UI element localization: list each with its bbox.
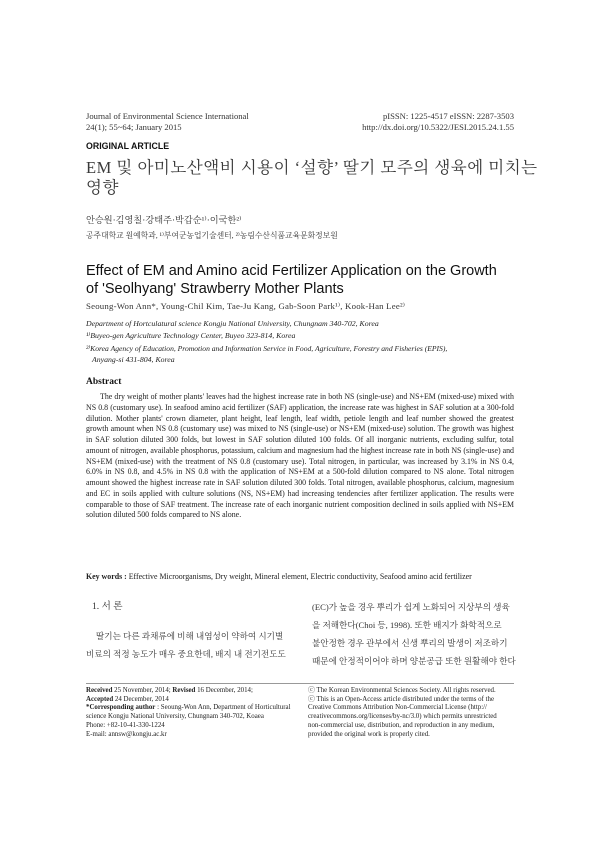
license-line-5: provided the original work is properly cited.	[308, 730, 430, 738]
phone: Phone: +82-10-41-330-1224	[86, 721, 165, 729]
email[interactable]: E-mail: annsw@kongju.ac.kr	[86, 730, 167, 738]
intro-right-line4: 때문에 안정적이어야 하며 양분공급 또한 원활해야 한다	[312, 656, 516, 666]
abstract-heading: Abstract	[86, 377, 122, 387]
korean-title-line1: EM 및 아미노산액비 시용이 ‘설향’ 딸기 모주의 생육에 미치는	[86, 158, 538, 177]
article-type: ORIGINAL ARTICLE	[86, 141, 170, 151]
affiliation-1: Department of Hortculatural science Kongju National University, Chungnam 340-702, Korea	[86, 319, 379, 328]
corresponding-address: science Kongju National University, Chungnam 340-702, Koaea	[86, 713, 264, 721]
issn: pISSN: 1225-4517 eISSN: 2287-3503	[382, 111, 514, 121]
keywords-label: Key words :	[86, 572, 127, 581]
journal-issue: 24(1); 55~64; January 2015	[86, 122, 182, 132]
intro-right-line1: (EC)가 높을 경우 뿌리가 쉽게 노화되어 지상부의 생육	[312, 602, 510, 612]
english-title-line2: of 'Seolhyang' Strawberry Mother Plants	[86, 281, 344, 297]
english-authors: Seoung-Won Ann*, Young-Chil Kim, Tae-Ju Kang, Gab-Soon Park¹⁾, Kook-Han Lee²⁾	[86, 301, 406, 311]
license-line-1: ⓒ This is an Open-Access article distributed under the terms of the	[308, 695, 495, 703]
korean-title-line2: 영향	[86, 178, 119, 197]
copyright-line: ⓒ The Korean Environmental Sciences Society. All rights reserved.	[308, 687, 496, 694]
intro-right-line3: 불안정한 경우 관부에서 신생 뿌리의 발생이 저조하기	[312, 638, 508, 648]
intro-left-line2: 비료의 적정 농도가 매우 중요한데, 배지 내 전기전도도	[86, 649, 286, 659]
footer-right-block	[308, 687, 514, 739]
license-link[interactable]: creativecommons.org/licenses/by-nc/3.0) which permits unrestricted	[308, 713, 497, 721]
section-heading-intro: 1. 서 론	[92, 601, 123, 612]
license-line-2: Creative Commons Attribution Non-Commercial License (http://	[308, 704, 487, 712]
accepted-line: Accepted 24 December, 2014	[86, 695, 169, 703]
doi-link[interactable]: http://dx.doi.org/10.5322/JESI.2015.24.1.55	[362, 122, 514, 132]
corresponding-line: *Corresponding author : Seoung-Won Ann, Department of Horticultural	[86, 704, 291, 712]
affiliation-2: ¹⁾Buyeo-gen Agriculture Technology Center, Buyeo 323-814, Korea	[86, 331, 296, 340]
keywords-text: Effective Microorganisms, Dry weight, Mineral element, Electric conductivity, Seafood amino acid fertilizer	[126, 572, 472, 581]
journal-name: Journal of Environmental Science International	[86, 111, 249, 121]
keywords	[86, 572, 472, 581]
korean-authors: 안승원·김영칠·강태주·박갑순¹⁾·이국한²⁾	[86, 215, 242, 225]
korean-affiliations: 공주대학교 원예학과, ¹⁾부여군농업기술센터, ²⁾농림수산식품교육문화정보원	[86, 231, 338, 240]
affiliation-4: Anyang-si 431-804, Korea	[92, 355, 175, 364]
footer-divider	[86, 683, 514, 684]
license-line-4: non-commercial use, distribution, and reproduction in any medium,	[308, 721, 495, 729]
affiliation-3: ²⁾Korea Agency of Education, Promotion and Information Service in Food, Agriculture, Forestry and Fisheries (EPIS),	[86, 344, 448, 353]
intro-right-line2: 을 저해한다(Choi 등, 1998). 또한 배지가 화학적으로	[312, 620, 502, 630]
abstract-text: The dry weight of mother plants' leaves had the highest increase rate in both NS (single-use) and NS+EM (mixed-use) mixed with NS 0.8 (customary use). In seafood amino acid fertilizer (SAF) application, the increase rate was highest in SAF solution at a 300-fold dilution. Mother plants' crown diameter, plant height, leaf length, leaf width, petiole length and leaf number showed the greatest growth amount when NS 0.8 (customary use) was mixed to NS (single-use) or NS+EM (mixed-use) solution. The growth was highest in SAF solution diluted 300 folds, but lowest in SAF solution diluted 100 folds. Of all inorganic nutrients, excluding sulfur, total amount of nitrogen, available phosphorus, potassium, calcium and magnesium had the highest increase rate in both NS (single-use) and NS+EM (mixed-use) with the treatment of NS 0.8 (customary use). Total nitrogen, in particular, was increased by 3.1% in NS 0.4, 6.0% in NS 0.8, and 4.5% in NS 0.8 with the application of NS+EM at a 500-fold dilution compared to NS alone. Total nitrogen amount showed the highest increase rate in SAF solution diluted 300 folds. Total nitrogen, available phosphorus, calcium, magnesium and EC in soils applied with culture solutions (NS, NS+EM) had increasing tendencies after fertilizer application. The results were comparable to those of SAF treatment. The increase rate of each inorganic nutrient composition declined in soils applied with NS+EM solution diluted 500 folds compared to NS alone.	[86, 392, 514, 520]
received-line: Received 25 November, 2014; Revised 16 December, 2014;	[86, 687, 253, 694]
footer-left-block	[86, 687, 296, 739]
intro-left-line1: 딸기는 다른 과채류에 비해 내염성이 약하여 시기별	[96, 631, 284, 641]
english-title-line1: Effect of EM and Amino acid Fertilizer Application on the Growth	[86, 263, 497, 279]
